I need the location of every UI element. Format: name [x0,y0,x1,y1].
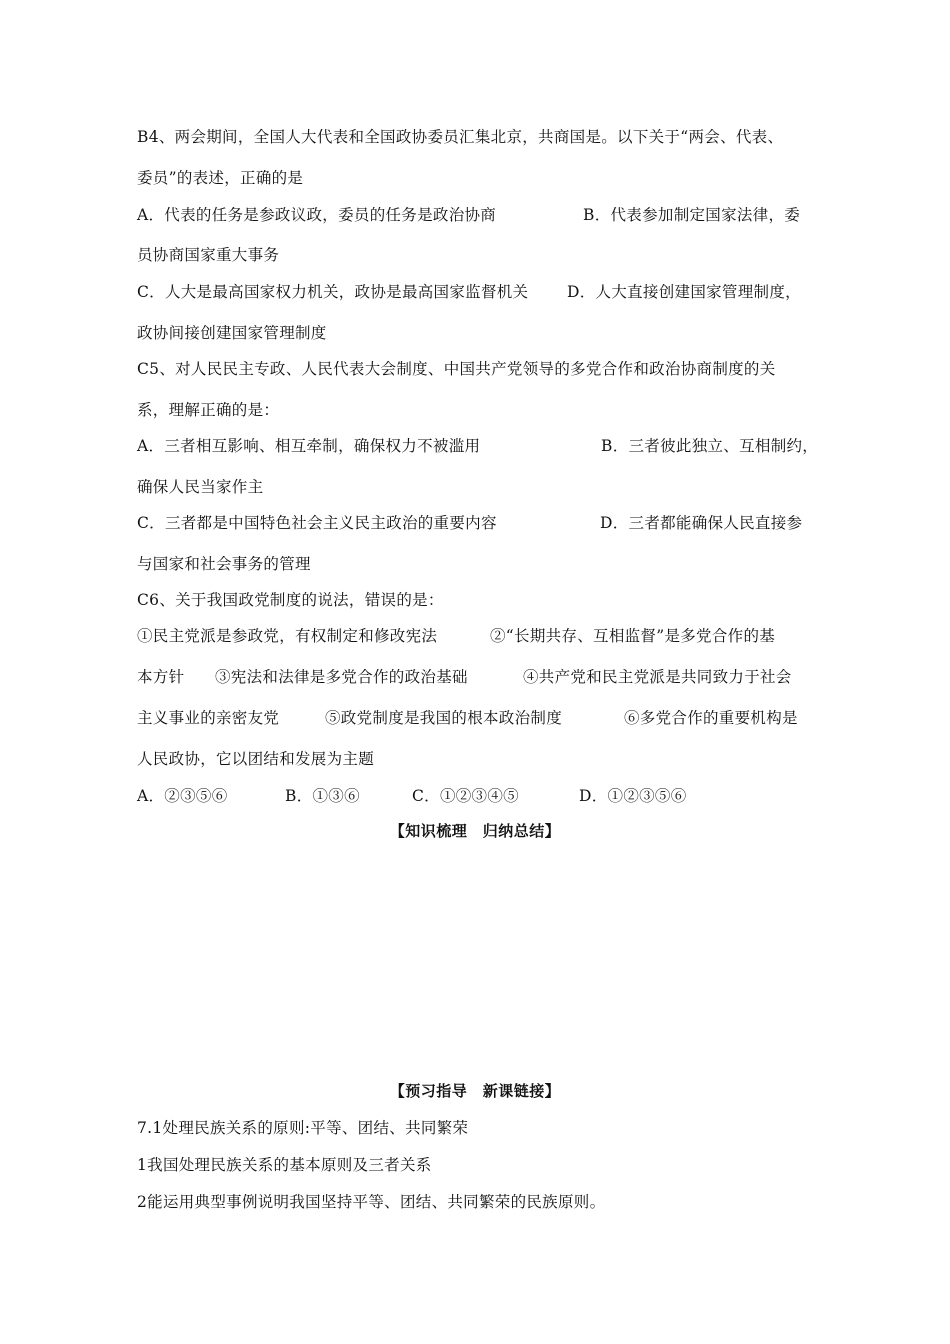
section-preview-title: 【预习指导 新课链接】 [389,1082,561,1100]
q6-item-3: ③宪法和法律是多党合作的政治基础 [215,668,468,686]
q6-item-4: ④共产党和民主党派是共同致力于社会 [523,668,792,686]
preview-line-2: 1我国处理民族关系的基本原则及三者关系 [137,1156,432,1174]
q6-item-5: ⑤政党制度是我国的根本政治制度 [325,709,563,727]
preview-line-3: 2能运用典型事例说明我国坚持平等、团结、共同繁荣的民族原则。 [137,1193,606,1211]
q6-stem: C6、关于我国政党制度的说法，错误的是： [137,591,444,609]
q4-option-b-cont: 员协商国家重大事务 [137,246,280,264]
q6-item-6-cont: 人民政协，它以团结和发展为主题 [137,750,375,768]
q5-option-d-cont: 与国家和社会事务的管理 [137,555,311,573]
q6-option-c: C．①②③④⑤ [412,787,519,805]
q6-item-1: ①民主党派是参政党，有权制定和修改宪法 [137,627,438,645]
q5-stem-line2: 系，理解正确的是： [137,401,280,419]
q6-item-6: ⑥多党合作的重要机构是 [624,709,798,727]
q4-stem-line1: B4、两会期间，全国人大代表和全国政协委员汇集北京，共商国是。以下关于“两会、代表、 [137,128,784,146]
q4-stem-line2: 委员”的表述，正确的是 [137,169,304,187]
q5-stem-line1: C5、对人民民主专政、人民代表大会制度、中国共产党领导的多党合作和政治协商制度的关 [137,360,776,378]
q5-option-a: A．三者相互影响、相互牵制，确保权力不被滥用 [137,437,481,455]
q5-option-d: D．三者都能确保人民直接参 [600,514,803,532]
q4-option-d: D．人大直接创建国家管理制度， [567,283,801,301]
q6-item-2-cont: 本方针 [137,668,185,686]
section-summary-title: 【知识梳理 归纳总结】 [389,822,561,840]
q4-option-d-cont: 政协间接创建国家管理制度 [137,324,327,342]
preview-line-1: 7.1处理民族关系的原则:平等、团结、共同繁荣 [137,1119,469,1137]
q6-option-a: A．②③⑤⑥ [137,787,228,805]
q5-option-b-cont: 确保人民当家作主 [137,478,264,496]
q4-option-b: B．代表参加制定国家法律，委 [583,206,801,224]
q6-option-d: D．①②③⑤⑥ [579,787,687,805]
q6-item-4-cont: 主义事业的亲密友党 [137,709,280,727]
q5-option-b: B．三者彼此独立、互相制约， [601,437,819,455]
q6-item-2: ②“长期共存、互相监督”是多党合作的基 [490,627,776,645]
q4-option-c: C．人大是最高国家权力机关，政协是最高国家监督机关 [137,283,529,301]
q4-option-a: A．代表的任务是参政议政，委员的任务是政治协商 [137,206,497,224]
q6-option-b: B．①③⑥ [285,787,360,805]
q5-option-c: C．三者都是中国特色社会主义民主政治的重要内容 [137,514,497,532]
